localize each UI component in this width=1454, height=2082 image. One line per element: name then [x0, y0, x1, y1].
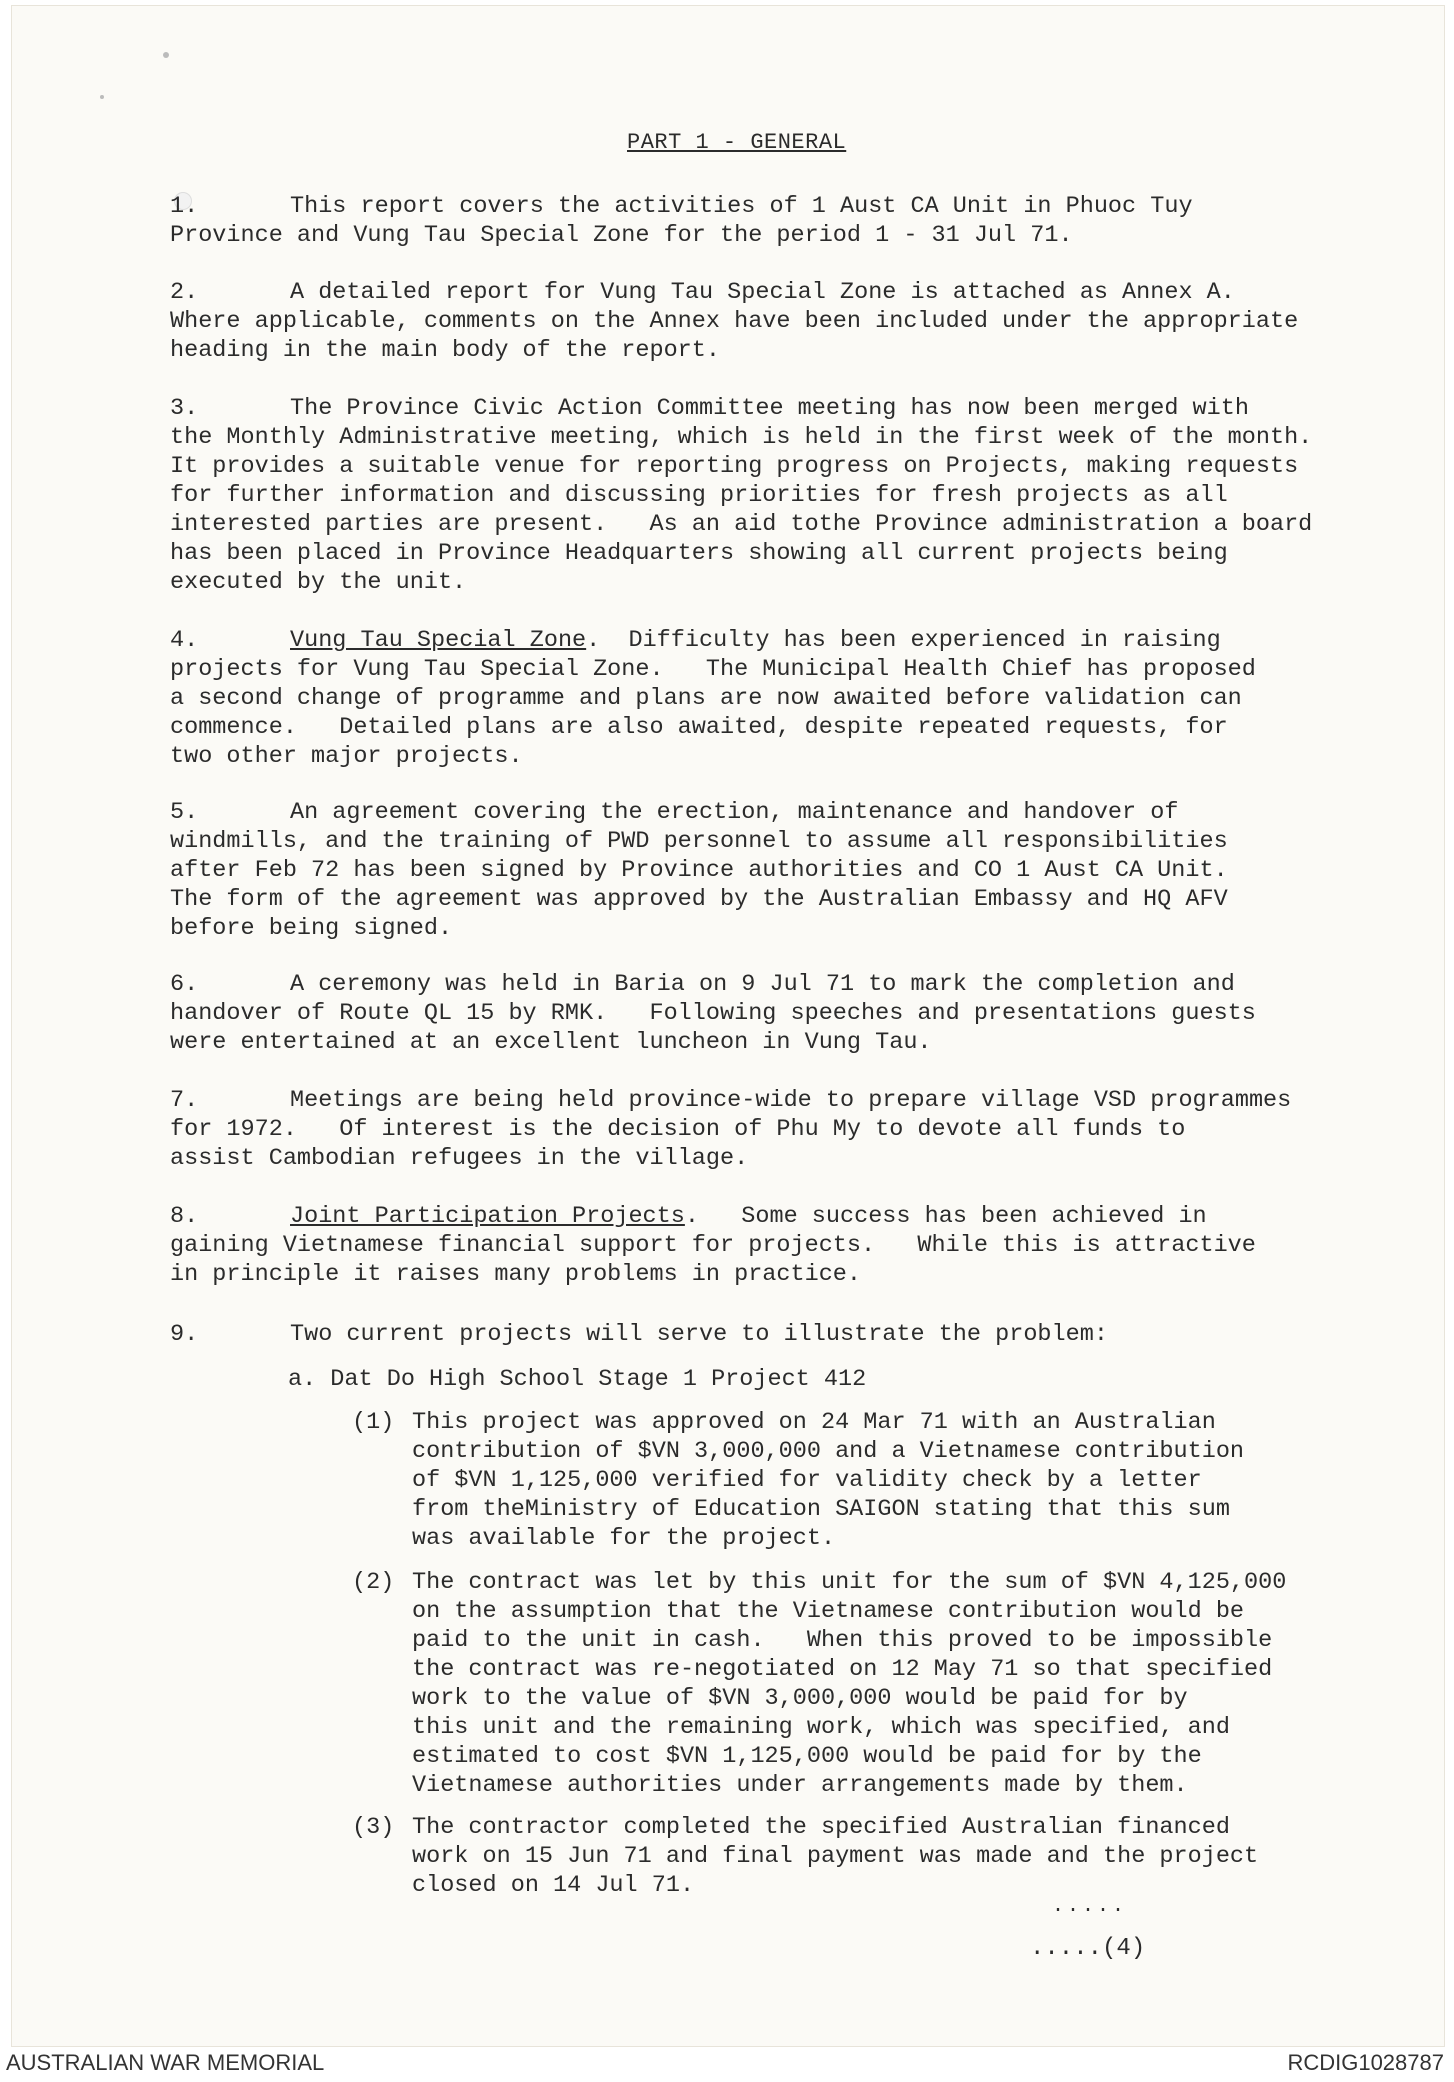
paper-speck	[100, 95, 104, 99]
subitem-1: (1) This project was approved on 24 Mar 71 with an Australian contribution of $VN 3,000,000 and a Vietnamese contribution of $VN 1,125,000 verified for validity check by a letter from theMinistry of Education SAIGON stating that this sum was available for the project.	[352, 1409, 1245, 1552]
paper-speck	[163, 52, 169, 58]
paragraph-3: 3. The Province Civic Action Committee meeting has now been merged with the Monthly Administrative meeting, which is held in the first week of the month. It provides a suitable venue for reporting progress on Projects, making requests for further information and discussing priorities for fresh projects as all interested parties are present. As an aid tothe Province administration a board has been placed in Province Headquarters showing all current projects being executed by the unit.	[170, 395, 1313, 596]
paragraph-8-title: Joint Participation Projects	[290, 1203, 685, 1230]
paragraph-7: 7. Meetings are being held province-wide to prepare village VSD programmes for 1972. Of interest is the decision of Phu My to devote all funds to assist Cambodian refugees in the village.	[170, 1087, 1292, 1172]
paragraph-4: 4. Vung Tau Special Zone. Difficulty has been experienced in raising projects for Vung Tau Special Zone. The Municipal Health Chief has proposed a second change of programme and plans are now awaited before validation can commence. Detailed plans are also awaited, despite repeated requests, for two other major projects.	[170, 627, 1256, 770]
paragraph-8: 8. Joint Participation Projects. Some success has been achieved in gaining Vietnamese financial support for projects. While this is attractive in principle it raises many problems in practice.	[170, 1203, 1256, 1288]
paragraph-1: 1. This report covers the activities of 1 Aust CA Unit in Phuoc Tuy Province and Vung Tau Special Zone for the period 1 - 31 Jul 71.	[170, 193, 1193, 249]
continuation-dots: .....	[1052, 1895, 1128, 1918]
item-a: a. Dat Do High School Stage 1 Project 412	[288, 1366, 867, 1393]
archive-id: RCDIG1028787	[1287, 2050, 1444, 2075]
subitem-3: (3) The contractor completed the specified Australian financed work on 15 Jun 71 and final payment was made and the project closed on 14 Jul 71.	[352, 1814, 1259, 1899]
subitem-2: (2) The contract was let by this unit for the sum of $VN 4,125,000 on the assumption that the Vietnamese contribution would be paid to the unit in cash. When this proved to be impossible the contract was re-negotiated on 12 May 71 so that specified work to the value of $VN 3,000,000 would be paid for by this unit and the remaining work, which was specified, and estimated to cost $VN 1,125,000 would be paid for by the Vietnamese authorities under arrangements made by them.	[352, 1569, 1287, 1799]
continuation-marker: .....(4)	[1030, 1935, 1146, 1962]
archive-credit: AUSTRALIAN WAR MEMORIAL	[6, 2050, 325, 2075]
page-heading: PART 1 - GENERAL	[627, 130, 847, 155]
paragraph-4-title: Vung Tau Special Zone	[290, 627, 587, 654]
paragraph-9: 9. Two current projects will serve to illustrate the problem:	[170, 1321, 1108, 1348]
paragraph-2: 2. A detailed report for Vung Tau Special Zone is attached as Annex A. Where applicable, comments on the Annex have been included under the appropriate heading in the main body of the report.	[170, 279, 1299, 364]
paragraph-6: 6. A ceremony was held in Baria on 9 Jul 71 to mark the completion and handover of Route QL 15 by RMK. Following speeches and presentations guests were entertained at an excellent luncheon in Vung Tau.	[170, 971, 1256, 1056]
paragraph-5: 5. An agreement covering the erection, maintenance and handover of windmills, and the training of PWD personnel to assume all responsibilities after Feb 72 has been signed by Province authorities and CO 1 Aust CA Unit. The form of the agreement was approved by the Australian Embassy and HQ AFV before being signed.	[170, 799, 1228, 942]
